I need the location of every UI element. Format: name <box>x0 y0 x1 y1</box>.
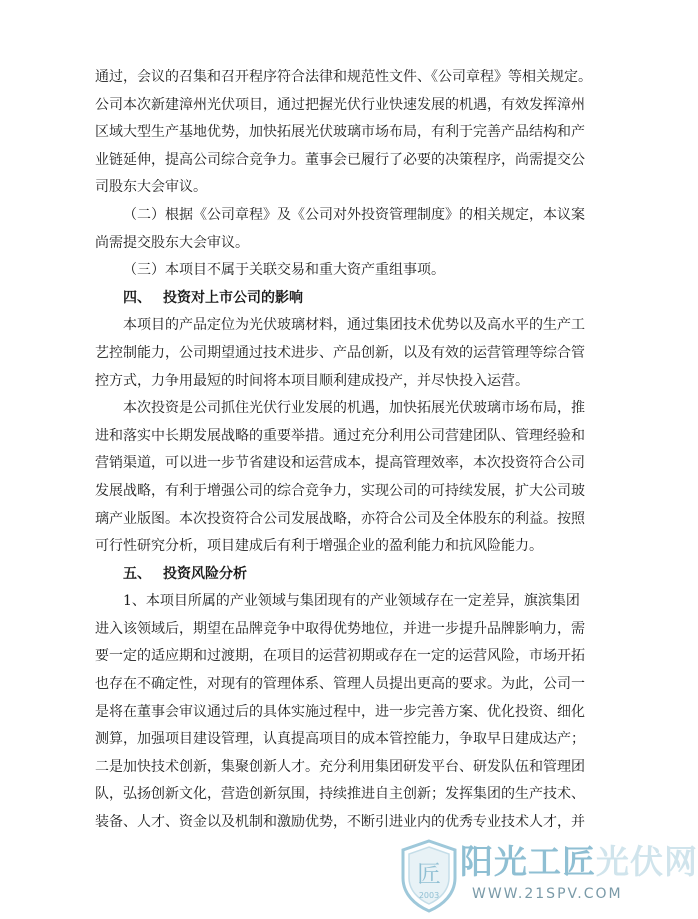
watermark-title-part1: 阳光工匠 <box>460 842 596 881</box>
text-line: （三）本项目不属于关联交易和重大资产重组事项。 <box>123 262 445 279</box>
paragraph <box>95 312 585 395</box>
shield-badge-icon <box>398 838 460 914</box>
text-line: 队，弘扬创新文化，营造创新氛围，持续推进自主创新；发挥集团的生产技术、 <box>95 786 585 803</box>
text-line: （二）根据《公司章程》及《公司对外投资管理制度》的相关规定，本议案 <box>123 206 585 223</box>
text-line: 艺控制能力，公司期望通过技术进步、产品创新，以及有效的运营管理等综合管 <box>95 344 585 361</box>
section-title: 投资风险分析 <box>163 565 247 582</box>
badge-character: 匠 <box>417 860 441 888</box>
paragraph <box>95 92 585 202</box>
text-line: 也存在不确定性，对现有的管理体系、管理人员提出更高的要求。为此，公司一 <box>95 676 585 693</box>
section-title: 投资对上市公司的影响 <box>163 289 303 306</box>
text-line: 区域大型生产基地优势，加快拓展光伏玻璃市场布局，有利于完善产品结构和产 <box>95 124 585 141</box>
watermark-title-part2: 光伏网 <box>596 842 698 881</box>
text-line: 装备、人才、资金以及机制和激励优势，不断引进业内的优秀专业技术人才，并 <box>95 814 585 831</box>
paragraph <box>95 588 585 836</box>
text-line: 进和落实中长期发展战略的重要举措。通过充分利用公司营建团队、管理经验和 <box>95 427 585 444</box>
section-heading <box>95 561 557 589</box>
text-line: 璃产业版图。本次投资符合公司发展战略，亦符合公司及全体股东的利益。按照 <box>95 510 585 527</box>
section-heading <box>95 285 557 313</box>
badge-year: 2003 <box>418 891 440 900</box>
text-line: 通过，会议的召集和召开程序符合法律和规范性文件、《公司章程》等相关规定。 <box>95 69 592 85</box>
text-line: 司股东大会审议。 <box>95 179 207 196</box>
watermark-url: WWW.21SPV.COM <box>472 886 623 902</box>
text-line: 公司本次新建漳州光伏项目，通过把握光伏行业快速发展的机遇，有效发挥漳州 <box>95 96 585 113</box>
paragraph <box>95 395 585 561</box>
text-line: 本次投资是公司抓住光伏行业发展的机遇，加快拓展光伏玻璃市场布局，推 <box>123 400 585 417</box>
document-body <box>95 64 592 837</box>
text-line: 测算，加强项目建设管理，认真提高项目的成本管控能力，争取早日建成达产； <box>95 731 585 748</box>
text-line: 营销渠道，可以进一步节省建设和运营成本，提高管理效率，本次投资符合公司 <box>95 455 585 472</box>
text-line: 发展战略，有利于增强公司的综合竞争力，实现公司的可持续发展，扩大公司玻 <box>95 482 585 499</box>
watermark-logo <box>398 838 698 916</box>
section-number: 五、 <box>123 565 151 582</box>
text-line: 进入该领域后，期望在品牌竞争中取得优势地位，并进一步提升品牌影响力，需 <box>95 620 585 637</box>
paragraph <box>95 257 557 285</box>
text-line: 可行性研究分析，项目建成后有利于增强企业的盈利能力和抗风险能力。 <box>95 538 543 555</box>
text-line: 控方式，力争用最短的时间将本项目顺利建成投产，并尽快投入运营。 <box>95 372 529 389</box>
text-line: 要一定的适应期和过渡期，在项目的运营初期或存在一定的运营风险，市场开拓 <box>95 648 585 665</box>
text-line: 1、本项目所属的产业领域与集团现有的产业领域存在一定差异，旗滨集团 <box>123 593 580 610</box>
section-number: 四、 <box>123 289 151 306</box>
paragraph <box>95 64 592 92</box>
text-line: 尚需提交股东大会审议。 <box>95 234 249 251</box>
watermark-title <box>460 842 698 882</box>
paragraph <box>95 202 585 257</box>
text-line: 本项目的产品定位为光伏玻璃材料，通过集团技术优势以及高水平的生产工 <box>123 317 585 334</box>
text-line: 业链延伸，提高公司综合竞争力。董事会已履行了必要的决策程序，尚需提交公 <box>95 151 585 168</box>
text-line: 是将在董事会审议通过后的具体实施过程中，进一步完善方案、优化投资、细化 <box>95 703 585 720</box>
text-line: 二是加快技术创新，集聚创新人才。充分利用集团研发平台、研发队伍和管理团 <box>95 758 585 775</box>
